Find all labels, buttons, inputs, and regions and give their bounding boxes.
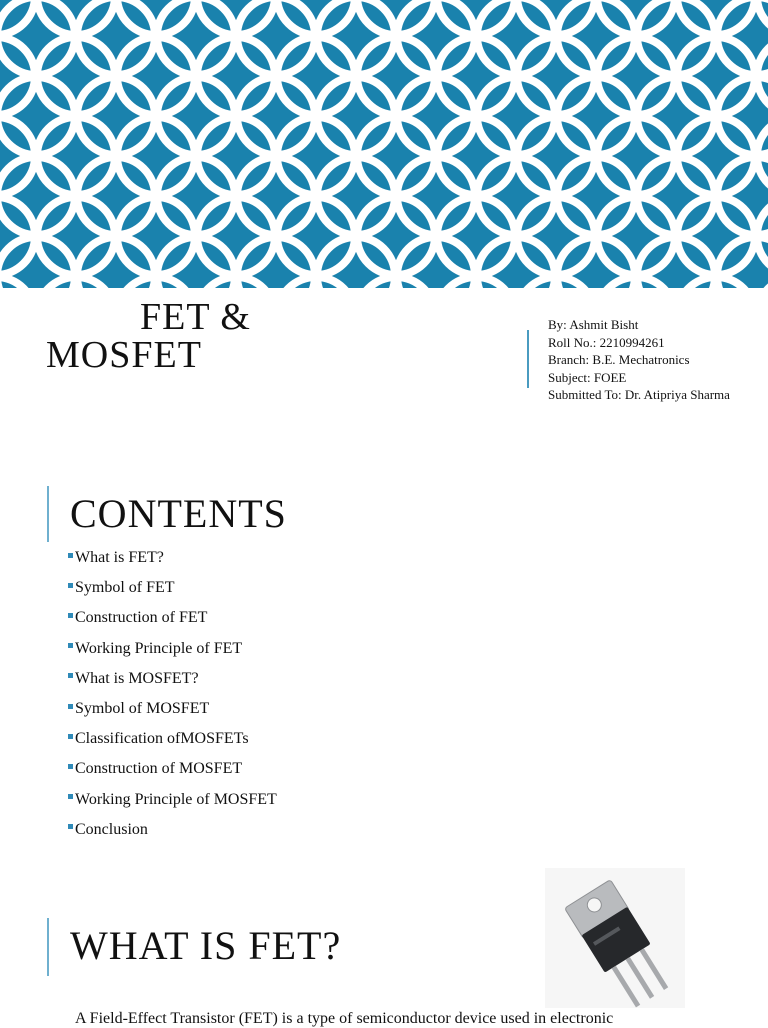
- contents-item: Working Principle of MOSFET: [68, 785, 277, 815]
- bullet-icon: [68, 583, 73, 588]
- bullet-icon: [68, 673, 73, 678]
- bullet-icon: [68, 643, 73, 648]
- bullet-icon: [68, 613, 73, 618]
- slide-title: [46, 298, 346, 374]
- bullet-icon: [68, 553, 73, 558]
- contents-accent-rule: [47, 486, 49, 542]
- contents-item: Construction of MOSFET: [68, 754, 277, 784]
- contents-item: What is FET?: [68, 543, 277, 573]
- transistor-image: [545, 868, 685, 1008]
- author-by: By: Ashmit Bisht: [548, 317, 639, 332]
- contents-item: Symbol of MOSFET: [68, 694, 277, 724]
- title-line-1: FET &: [140, 296, 251, 338]
- meta-accent-rule: [527, 330, 529, 388]
- title-line-2: MOSFET: [46, 334, 202, 376]
- bullet-icon: [68, 734, 73, 739]
- contents-item: Working Principle of FET: [68, 634, 277, 664]
- contents-heading: CONTENTS: [70, 491, 287, 536]
- author-roll: Roll No.: 2210994261: [548, 334, 665, 350]
- contents-item: Classification ofMOSFETs: [68, 724, 277, 754]
- fet-definition-text: A Field-Effect Transistor (FET) is a type of semiconductor device used in electronic: [75, 1010, 614, 1027]
- header-pattern-banner: [0, 0, 768, 288]
- author-info: [548, 316, 730, 404]
- author-subject: Subject: FOEE: [548, 369, 627, 385]
- bullet-icon: [68, 794, 73, 799]
- contents-item: Conclusion: [68, 815, 277, 845]
- contents-item: What is MOSFET?: [68, 664, 277, 694]
- bullet-icon: [68, 704, 73, 709]
- bullet-icon: [68, 764, 73, 769]
- author-branch: Branch: B.E. Mechatronics: [548, 352, 690, 367]
- fet-heading: WHAT IS FET?: [70, 923, 342, 968]
- fet-accent-rule: [47, 918, 49, 976]
- author-submitted-to: Submitted To: Dr. Atipriya Sharma: [548, 387, 730, 402]
- bullet-icon: [68, 824, 73, 829]
- contents-item: Symbol of FET: [68, 573, 277, 603]
- contents-list: [68, 543, 277, 845]
- contents-item: Construction of FET: [68, 603, 277, 633]
